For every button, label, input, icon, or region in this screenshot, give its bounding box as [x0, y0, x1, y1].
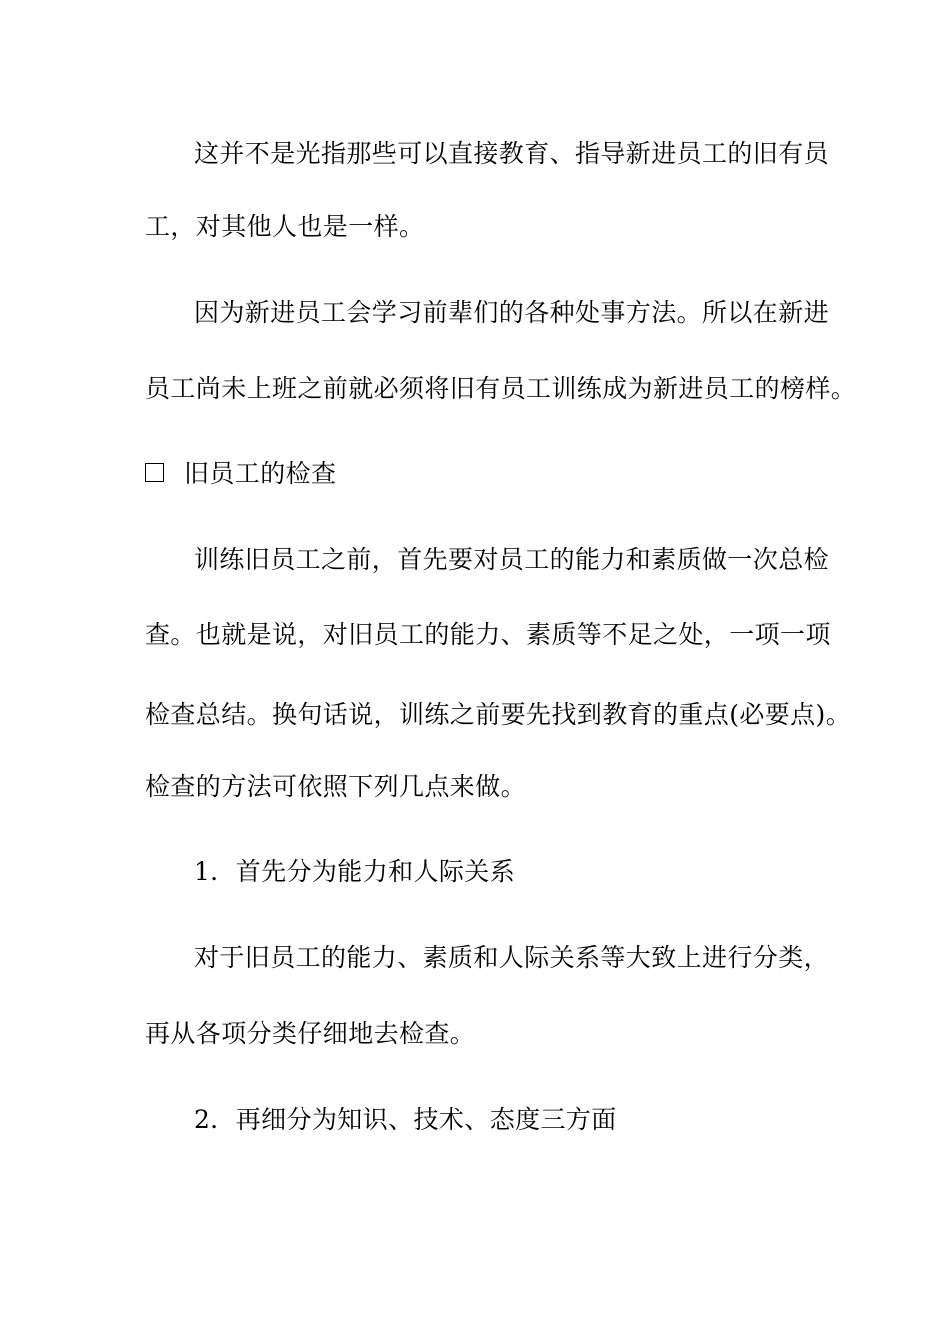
paragraph-3-line-2: 查。也就是说，对旧员工的能力、素质等不足之处，一项一项 [145, 620, 831, 649]
paragraph-1-line-2: 工，对其他人也是一样。 [145, 212, 425, 241]
item-1-body-line-1: 对于旧员工的能力、素质和人际关系等大致上进行分类， [194, 943, 830, 972]
item-2-title: 2．再细分为知识、技术、态度三方面 [194, 1105, 617, 1134]
section-heading-text: 旧员工的检查 [184, 459, 337, 488]
paragraph-1-line-1: 这并不是光指那些可以直接教育、指导新进员工的旧有员 [194, 139, 830, 168]
paragraph-2-line-1: 因为新进员工会学习前辈们的各种处事方法。所以在新进 [194, 298, 830, 327]
paragraph-2-line-2: 员工尚未上班之前就必须将旧有员工训练成为新进员工的榜样。 [145, 374, 857, 403]
paragraph-3-line-3: 检查总结。换句话说，训练之前要先找到教育的重点(必要点)。 [145, 700, 852, 729]
paragraph-3-line-4: 检查的方法可依照下列几点来做。 [145, 772, 527, 801]
section-heading [0, 459, 950, 489]
checkbox-square-icon [145, 463, 164, 482]
item-1-title: 1．首先分为能力和人际关系 [194, 857, 516, 886]
paragraph-3-line-1: 训练旧员工之前，首先要对员工的能力和素质做一次总检 [194, 545, 830, 574]
item-1-body-line-2: 再从各项分类仔细地去检查。 [145, 1019, 476, 1048]
